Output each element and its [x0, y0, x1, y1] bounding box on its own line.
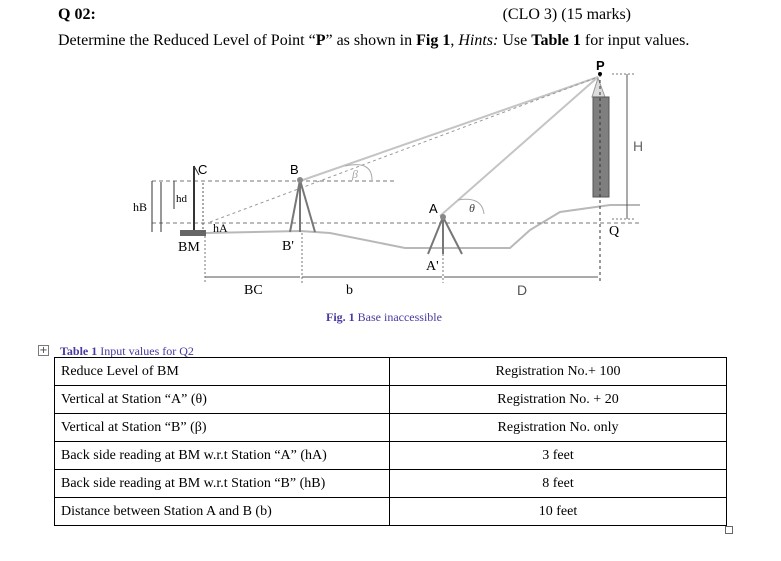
label-q: Q [609, 224, 620, 239]
label-ha: hA [213, 221, 228, 235]
label-hd: hd [176, 193, 187, 205]
label-a: A [429, 201, 438, 216]
table-move-handle[interactable]: + [39, 345, 48, 356]
ground-profile [205, 205, 640, 248]
table-cell-value: Registration No. + 20 [390, 386, 727, 414]
station-b-marker [297, 177, 303, 183]
label-beta: β [352, 167, 358, 181]
question-hints: Hints: [458, 32, 499, 49]
label-p: P [596, 58, 605, 73]
question-part5: for input values. [580, 32, 690, 49]
sight-line-a-p [440, 77, 598, 216]
table-cell-param: Distance between Station A and B (b) [55, 498, 390, 526]
label-bm: BM [178, 240, 200, 255]
label-a-prime: A' [426, 259, 439, 274]
question-point: P [315, 32, 326, 49]
table-cell-value: Registration No.+ 100 [390, 358, 727, 386]
sight-line-b-p [300, 77, 598, 181]
question-part2: ” as shown in [325, 32, 417, 49]
question-part3: , [450, 32, 459, 49]
label-hb: hB [133, 200, 148, 214]
question-table-ref: Table 1 [531, 32, 581, 49]
bm-block [180, 230, 206, 236]
table-cell-value: Registration No. only [390, 414, 727, 442]
table-row [55, 358, 727, 386]
clo-marks: (CLO 3) (15 marks) [502, 6, 631, 23]
question-part1: Determine the Reduced Level of Point “ [58, 32, 316, 49]
question-number: Q 02: [58, 6, 96, 23]
tower-body [593, 97, 609, 197]
table-caption-number: Table 1 [60, 344, 98, 358]
label-b-distance: b [346, 283, 353, 298]
table-cell-value: 10 feet [390, 498, 727, 526]
table-cell-param: Back side reading at BM w.r.t Station “A” (hA) [55, 442, 390, 470]
table-cell-param: Vertical at Station “B” (β) [55, 414, 390, 442]
figure-caption-text: Base inaccessible [354, 310, 442, 324]
table-cell-param: Reduce Level of BM [55, 358, 390, 386]
label-h: H [633, 138, 644, 154]
label-b-prime: B' [282, 239, 294, 254]
question-part4: Use [498, 32, 532, 49]
table-caption-text: Input values for Q2 [97, 344, 194, 358]
table-cell-value: 3 feet [390, 442, 727, 470]
tripod-b-left [290, 180, 300, 232]
table-row [55, 442, 727, 470]
label-c: C [198, 162, 208, 177]
input-values-table [54, 357, 727, 526]
table-cell-param: Vertical at Station “A” (θ) [55, 386, 390, 414]
label-theta: θ [469, 201, 475, 215]
sight-line-bm-p [210, 77, 598, 222]
label-d: D [517, 282, 528, 298]
figure-caption [326, 310, 442, 325]
table-cell-value: 8 feet [390, 470, 727, 498]
question-fig-ref: Fig 1 [416, 32, 451, 49]
table-resize-handle[interactable] [725, 526, 733, 534]
figure-caption-number: Fig. 1 [326, 310, 355, 324]
table-row [55, 414, 727, 442]
table-cell-param: Back side reading at BM w.r.t Station “B” (hB) [55, 470, 390, 498]
tripod-b-right [300, 180, 315, 232]
station-a-marker [440, 214, 446, 220]
table-row [55, 386, 727, 414]
table-row [55, 498, 727, 526]
table-row [55, 470, 727, 498]
label-bc: BC [244, 283, 263, 298]
label-b: B [290, 162, 299, 177]
